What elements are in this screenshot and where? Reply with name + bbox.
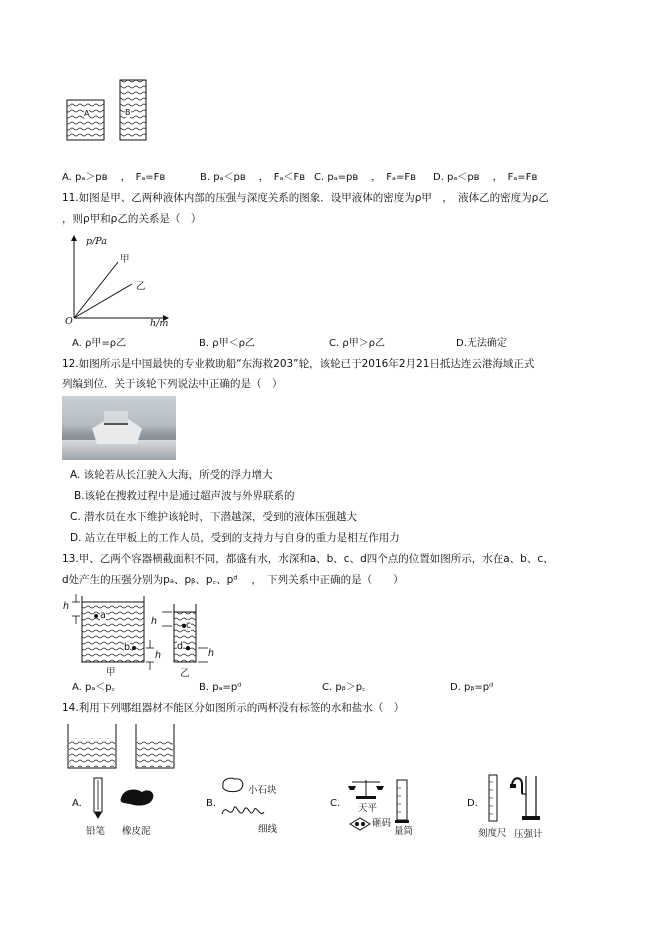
- q14-option-b-item2: 细线: [258, 824, 278, 835]
- q12-option-d[interactable]: D. 站立在甲板上的工作人员，受到的支持力与自身的重力是相互作用力: [70, 532, 400, 544]
- q14-option-c-item1: 天平: [358, 803, 378, 814]
- q14-option-d-letter[interactable]: D.: [467, 798, 478, 809]
- q14-option-d-item2: 压强计: [514, 829, 543, 840]
- q14-option-b-item1: 小石块: [248, 785, 277, 796]
- q11-option-b[interactable]: B. ρ甲＜ρ乙: [199, 338, 255, 349]
- q13-option-c[interactable]: C. pᵦ＞p꜀: [322, 682, 366, 693]
- q13-point-a-label: a: [100, 610, 106, 621]
- q14-option-d-item1: 刻度尺: [478, 828, 507, 839]
- graph-y-axis-label: p/Pa: [86, 236, 107, 247]
- q13-option-a[interactable]: A. pₐ＜p꜀: [72, 682, 116, 693]
- q13-h-label-2: h: [155, 650, 162, 661]
- rescue-ship-photo: [62, 396, 176, 460]
- q13-container-jia-label: 甲: [106, 667, 116, 678]
- weights-box-icon: [348, 814, 372, 834]
- q11-stem-line2: ，则ρ甲和ρ乙的关系是（ ）: [62, 213, 202, 225]
- ruler-icon: [486, 774, 500, 822]
- pressure-gauge-icon: [508, 772, 544, 822]
- q13-point-d-label: d: [177, 641, 184, 652]
- q13-h-label-3: h: [151, 616, 158, 627]
- q13-container-yi-label: 乙: [180, 668, 190, 679]
- clay-icon: [118, 786, 156, 808]
- q12-stem-line1: 12.如图所示是中国最快的专业救助船“东海救203”轮，该轮已于2016年2月21日抵达连云港海域正式: [62, 358, 535, 370]
- graph-origin-label: O: [65, 316, 73, 327]
- q14-stem-line1: 14.利用下列哪组器材不能区分如图所示的两杯没有标签的水和盐水（ ）: [62, 702, 405, 714]
- q13-h-label-4: h: [208, 648, 215, 659]
- q12-option-c[interactable]: C. 潜水员在水下维护该轮时，下潜越深，受到的液体压强越大: [70, 511, 358, 523]
- q10-option-a[interactable]: A. pₐ＞pʙ ， Fₐ=Fʙ: [62, 172, 166, 183]
- q12-option-b[interactable]: B.该轮在搜救过程中是通过超声波与外界联系的: [74, 490, 295, 502]
- container-a-label: A: [84, 109, 90, 118]
- q14-option-c-letter[interactable]: C.: [330, 798, 341, 809]
- q13-containers-figure: [62, 592, 222, 674]
- q12-stem-line2: 列编到位．关于该轮下列说法中正确的是（ ）: [62, 378, 283, 390]
- measuring-cylinder-icon: [394, 778, 410, 824]
- graph-series-jia-label: 甲: [120, 254, 130, 265]
- container-b-label: B: [125, 108, 131, 117]
- q13-option-b[interactable]: B. pₐ=pᵈ: [199, 682, 242, 693]
- q10-containers-figure: [62, 78, 162, 144]
- q14-option-a-item2: 橡皮泥: [122, 826, 151, 837]
- balance-scale-icon: [346, 776, 386, 800]
- q14-beakers-figure: [62, 722, 182, 772]
- q12-option-a[interactable]: A. 该轮若从长江驶入大海，所受的浮力增大: [70, 469, 273, 481]
- q11-option-a[interactable]: A. ρ甲=ρ乙: [72, 338, 127, 349]
- pencil-icon: [90, 776, 106, 820]
- stone-icon: [220, 776, 246, 794]
- q11-option-d[interactable]: D.无法确定: [456, 338, 507, 349]
- q11-stem-line1: 11.如图是甲、乙两种液体内部的压强与深度关系的图象．设甲液体的密度为ρ甲 ， 液体乙的密度为ρ乙: [62, 192, 549, 204]
- q13-point-c-label: c: [186, 620, 192, 631]
- q10-option-b[interactable]: B. pₐ＜pʙ ， Fₐ＜Fʙ: [200, 172, 306, 183]
- q10-option-d[interactable]: D. pₐ＜pʙ ， Fₐ=Fʙ: [433, 172, 538, 183]
- q14-option-a-item1: 铅笔: [86, 826, 106, 837]
- thread-icon: [220, 800, 266, 822]
- q14-option-a-letter[interactable]: A.: [72, 798, 82, 809]
- q13-option-d[interactable]: D. pᵦ=pᵈ: [450, 682, 494, 693]
- q13-h-label-1: h: [63, 601, 70, 612]
- graph-x-axis-label: h/m: [150, 318, 169, 329]
- q13-point-b-label: b: [124, 642, 131, 653]
- q11-pressure-depth-graph: [62, 234, 172, 330]
- q13-stem-line1: 13.甲、乙两个容器横截面积不同，都盛有水，水深和a、b、c、d四个点的位置如图所示，水在a、b、c、: [62, 553, 554, 565]
- q14-option-c-item2: 砸码: [372, 818, 392, 829]
- graph-series-yi-label: 乙: [136, 281, 146, 292]
- q11-option-c[interactable]: C. ρ甲＞ρ乙: [329, 338, 386, 349]
- q10-option-c[interactable]: C. pₐ=pʙ ， Fₐ=Fʙ: [314, 172, 416, 183]
- q13-stem-line2: d处产生的压强分别为pₐ、pᵦ、p꜀、pᵈ ， 下列关系中正确的是（ ）: [62, 574, 404, 586]
- q14-option-b-letter[interactable]: B.: [206, 798, 217, 809]
- q14-option-c-item3: 量筒: [394, 826, 414, 837]
